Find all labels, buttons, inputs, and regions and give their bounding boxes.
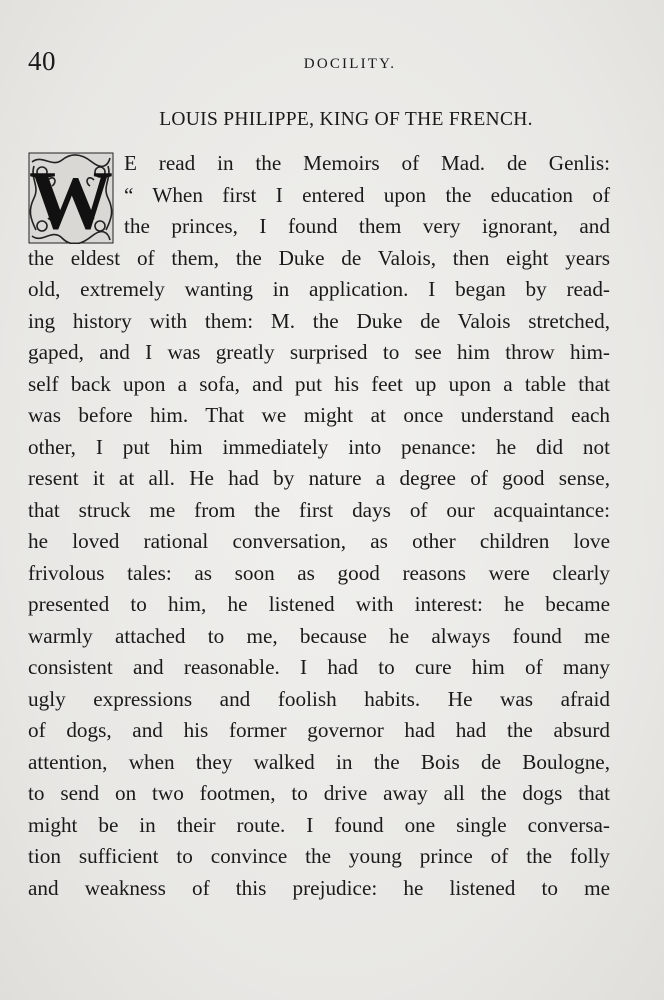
page-header: [28, 46, 636, 86]
text-line: tion sufficient to convince the young prince of the folly: [28, 844, 610, 868]
text-line: resent it at all. He had by nature a degree of good sense,: [28, 466, 610, 490]
text-line: might be in their route. I found one single conversa-: [28, 812, 610, 837]
page-number: 40: [28, 46, 56, 76]
text-line: that struck me from the first days of our acquaintance:: [28, 497, 610, 522]
text-line: warmly attached to me, because he always found me: [28, 623, 610, 648]
text-line: was before him. That we might at once understand each: [28, 403, 610, 427]
text-line: other, I put him immediately into penance: he did not: [28, 434, 610, 459]
text-line: old, extremely wanting in application. I began by read-: [28, 277, 610, 301]
text-line: of dogs, and his former governor had had the absurd: [28, 718, 610, 742]
drop-cap-letter: W: [29, 154, 113, 244]
text-line: self back upon a sofa, and put his feet up upon a table that: [28, 371, 610, 396]
text-line: attention, when they walked in the Bois de Boulogne,: [28, 749, 610, 774]
running-head: DOCILITY.: [303, 56, 397, 72]
text-line: and weakness of this prejudice: he listened to me: [28, 875, 610, 900]
text-line: “ When first I entered upon the education of: [124, 182, 610, 207]
article-body: [28, 148, 610, 904]
text-line: he loved rational conversation, as other children love: [28, 529, 610, 553]
text-line: E read in the Memoirs of Mad. de Genlis:: [124, 151, 610, 175]
text-line: consistent and reasonable. I had to cure him of many: [28, 655, 610, 679]
text-line: the eldest of them, the Duke de Valois, then eight years: [28, 245, 610, 270]
ornamental-drop-cap: [28, 152, 114, 244]
article-title: LOUIS PHILIPPE, KING OF THE FRENCH.: [159, 109, 533, 130]
text-line: gaped, and I was greatly surprised to see him throw him-: [28, 340, 610, 364]
text-line: frivolous tales: as soon as good reasons were clearly: [28, 560, 610, 585]
text-line: presented to him, he listened with interest: he became: [28, 592, 610, 616]
text-line: the princes, I found them very ignorant, and: [124, 214, 610, 238]
text-line: to send on two footmen, to drive away all the dogs that: [28, 781, 610, 805]
text-line: ing history with them: M. the Duke de Valois stretched,: [28, 308, 610, 333]
text-line: ugly expressions and foolish habits. He was afraid: [28, 686, 610, 711]
